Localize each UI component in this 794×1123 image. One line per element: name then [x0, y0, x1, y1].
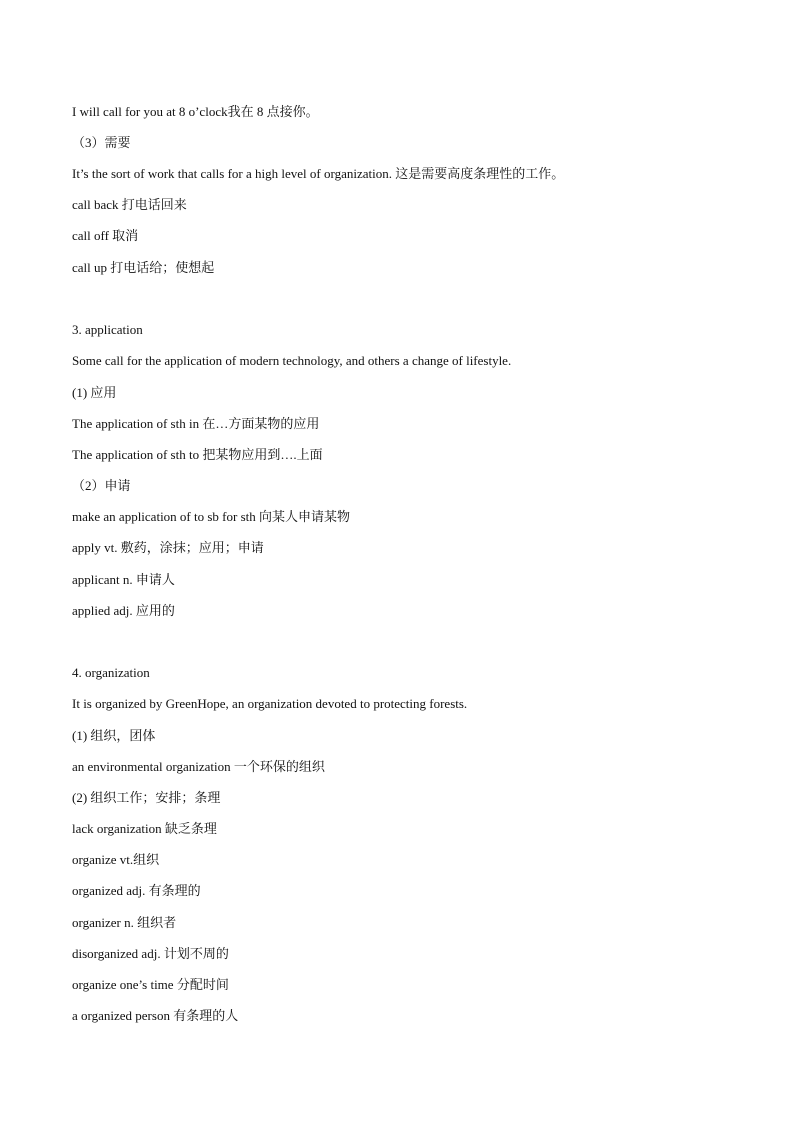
text-line: call off 取消 — [72, 228, 139, 243]
text-line: (2) 组织工作；安排；条理 — [72, 790, 221, 805]
text-line: organize one’s time 分配时间 — [72, 977, 229, 992]
text-line: It’s the sort of work that calls for a high level of organization. 这是需要高度条理性的工作。 — [72, 166, 565, 181]
text-line: disorganized adj. 计划不周的 — [72, 946, 229, 961]
text-line: a organized person 有条理的人 — [72, 1008, 239, 1023]
section-heading: 3. application — [72, 322, 143, 337]
text-line: lack organization 缺乏条理 — [72, 821, 217, 836]
text-line: an environmental organization 一个环保的组织 — [72, 759, 325, 774]
section-heading: 4. organization — [72, 665, 150, 680]
text-line: organized adj. 有条理的 — [72, 883, 201, 898]
text-line: (1) 应用 — [72, 385, 117, 400]
text-line: apply vt. 敷药，涂抹；应用；申请 — [72, 540, 264, 555]
text-line: call back 打电话回来 — [72, 197, 187, 212]
text-line: I will call for you at 8 o’clock我在 8 点接你。 — [72, 104, 319, 119]
text-line: organizer n. 组织者 — [72, 915, 177, 930]
text-line: The application of sth to 把某物应用到….上面 — [72, 447, 323, 462]
text-line: applicant n. 申请人 — [72, 572, 175, 587]
text-line: (1) 组织，团体 — [72, 728, 156, 743]
text-line: organize vt.组织 — [72, 852, 160, 867]
text-line: applied adj. 应用的 — [72, 603, 175, 618]
text-line: （3）需要 — [72, 135, 131, 150]
text-line: make an application of to sb for sth 向某人申请某物 — [72, 509, 351, 524]
text-line: Some call for the application of modern technology, and others a change of lifestyle. — [72, 353, 512, 368]
text-line: It is organized by GreenHope, an organization devoted to protecting forests. — [72, 696, 468, 711]
text-line: The application of sth in 在…方面某物的应用 — [72, 416, 320, 431]
text-line: call up 打电话给；使想起 — [72, 260, 215, 275]
text-line: （2）申请 — [72, 478, 131, 493]
